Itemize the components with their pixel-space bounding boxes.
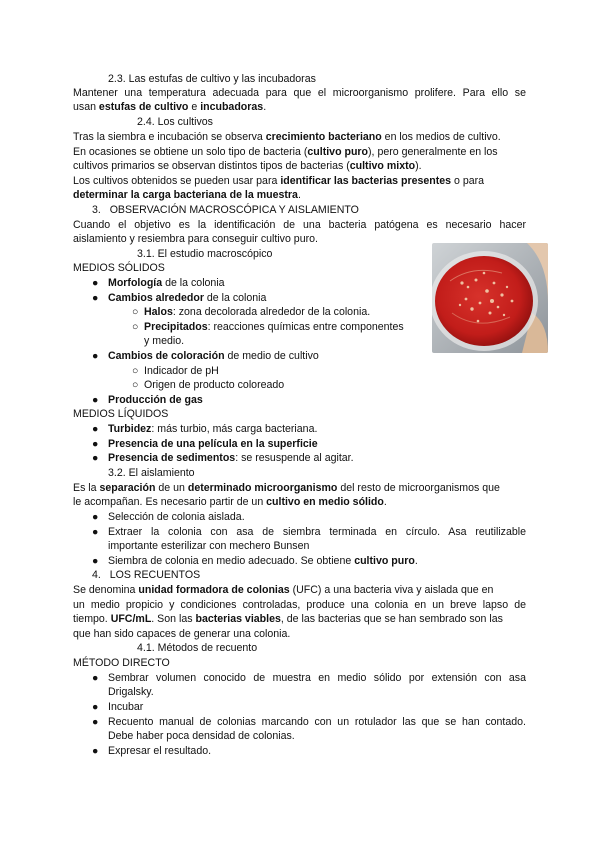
list-item: Siembra de colonia en medio adecuado. Se obtiene cultivo puro. <box>108 555 418 567</box>
hollow-bullet-icon: ○ <box>132 379 139 391</box>
heading-2-4: 2.4. Los cultivos <box>137 116 213 128</box>
bullet-icon: ● <box>92 526 99 538</box>
paragraph-line: Es la separación de un determinado microorganismo del resto de microorganismos que <box>73 482 500 494</box>
heading-4: 4. LOS RECUENTOS <box>92 569 201 581</box>
petri-dish-illustration <box>432 243 548 353</box>
paragraph-line: aislamiento y resiembra para conseguir cultivo puro. <box>73 233 318 245</box>
bullet-icon: ● <box>92 423 99 435</box>
bullet-icon: ● <box>92 555 99 567</box>
heading-3-1: 3.1. El estudio macroscópico <box>137 248 273 260</box>
paragraph-line: un medio propicio y condiciones controladas, produce una colonia en un breve lapso de <box>73 599 526 611</box>
list-item: Incubar <box>108 701 144 713</box>
paragraph-line: Cuando el objetivo es la identificación de una bacteria patógena es necesario hacer <box>73 219 526 231</box>
heading-3-2: 3.2. El aislamiento <box>108 467 195 479</box>
bullet-icon: ● <box>92 350 99 362</box>
list-item: Recuento manual de colonias marcando con un rotulador las que se han contado. <box>108 716 526 728</box>
paragraph-line: En ocasiones se obtiene un solo tipo de bacteria (cultivo puro), pero generalmente en los <box>73 146 498 158</box>
list-item: Producción de gas <box>108 394 203 406</box>
paragraph-line: Los cultivos obtenidos se pueden usar para identificar las bacterias presentes o para <box>73 175 485 187</box>
list-item: Presencia de una película en la superficie <box>108 438 318 450</box>
paragraph-line: Se denomina unidad formadora de colonias (UFC) a una bacteria viva y aislada que en <box>73 584 494 596</box>
subheading-medios-solidos: MEDIOS SÓLIDOS <box>73 262 165 274</box>
paragraph-line: determinar la carga bacteriana de la muestra. <box>73 189 301 201</box>
list-item-continuation: y medio. <box>144 335 185 347</box>
bullet-icon: ● <box>92 292 99 304</box>
list-item: Halos: zona decolorada alrededor de la colonia. <box>144 306 371 318</box>
list-item: Precipitados: reacciones químicas entre componentes <box>144 321 404 333</box>
list-item: Selección de colonia aislada. <box>108 511 245 523</box>
bullet-icon: ● <box>92 701 99 713</box>
hollow-bullet-icon: ○ <box>132 321 139 333</box>
list-item: Expresar el resultado. <box>108 745 212 757</box>
subheading-medios-liquidos: MEDIOS LÍQUIDOS <box>73 408 169 420</box>
petri-dish-photo <box>432 243 548 353</box>
bullet-icon: ● <box>92 452 99 464</box>
list-item-continuation: Drigalsky. <box>108 686 154 698</box>
list-item: Origen de producto coloreado <box>144 379 285 391</box>
list-item: Cambios alrededor de la colonia <box>108 292 267 304</box>
bullet-icon: ● <box>92 716 99 728</box>
bullet-icon: ● <box>92 745 99 757</box>
paragraph-line: le acompañan. Es necesario partir de un cultivo en medio sólido. <box>73 496 387 508</box>
bullet-icon: ● <box>92 672 99 684</box>
bullet-icon: ● <box>92 438 99 450</box>
list-item: Extraer la colonia con asa de siembra terminada en círculo. Asa reutilizable <box>108 526 526 538</box>
list-item: Morfología de la colonia <box>108 277 225 289</box>
bullet-icon: ● <box>92 277 99 289</box>
list-item: Turbidez: más turbio, más carga bacteriana. <box>108 423 318 435</box>
paragraph-line: Tras la siembra e incubación se observa crecimiento bacteriano en los medios de cultivo. <box>73 131 501 143</box>
list-item: Presencia de sedimentos: se resuspende al agitar. <box>108 452 354 464</box>
heading-3: 3. OBSERVACIÓN MACROSCÓPICA Y AISLAMIENTO <box>92 204 359 216</box>
paragraph-line: que han sido capaces de generar una colonia. <box>73 628 291 640</box>
list-item: Sembrar volumen conocido de muestra en medio sólido por extensión con asa <box>108 672 526 684</box>
list-item: Indicador de pH <box>144 365 219 377</box>
paragraph-line: usan estufas de cultivo e incubadoras. <box>73 101 267 113</box>
subheading-metodo-directo: MÉTODO DIRECTO <box>73 657 170 669</box>
bullet-icon: ● <box>92 511 99 523</box>
heading-2-3: 2.3. Las estufas de cultivo y las incubadoras <box>108 73 316 85</box>
hollow-bullet-icon: ○ <box>132 306 139 318</box>
list-item-continuation: importante esterilizar con mechero Bunsen <box>108 540 310 552</box>
hollow-bullet-icon: ○ <box>132 365 139 377</box>
paragraph-line: Mantener una temperatura adecuada para que el microorganismo prolifere. Para ello se <box>73 87 526 99</box>
paragraph-line: cultivos primarios se observan distintos tipos de bacterias (cultivo mixto). <box>73 160 422 172</box>
bullet-icon: ● <box>92 394 99 406</box>
paragraph-line: tiempo. UFC/mL. Son las bacterias viables, de las bacterias que se han sembrado son las <box>73 613 503 625</box>
list-item-continuation: Debe haber poca densidad de colonias. <box>108 730 295 742</box>
heading-4-1: 4.1. Métodos de recuento <box>137 642 258 654</box>
list-item: Cambios de coloración de medio de cultivo <box>108 350 319 362</box>
